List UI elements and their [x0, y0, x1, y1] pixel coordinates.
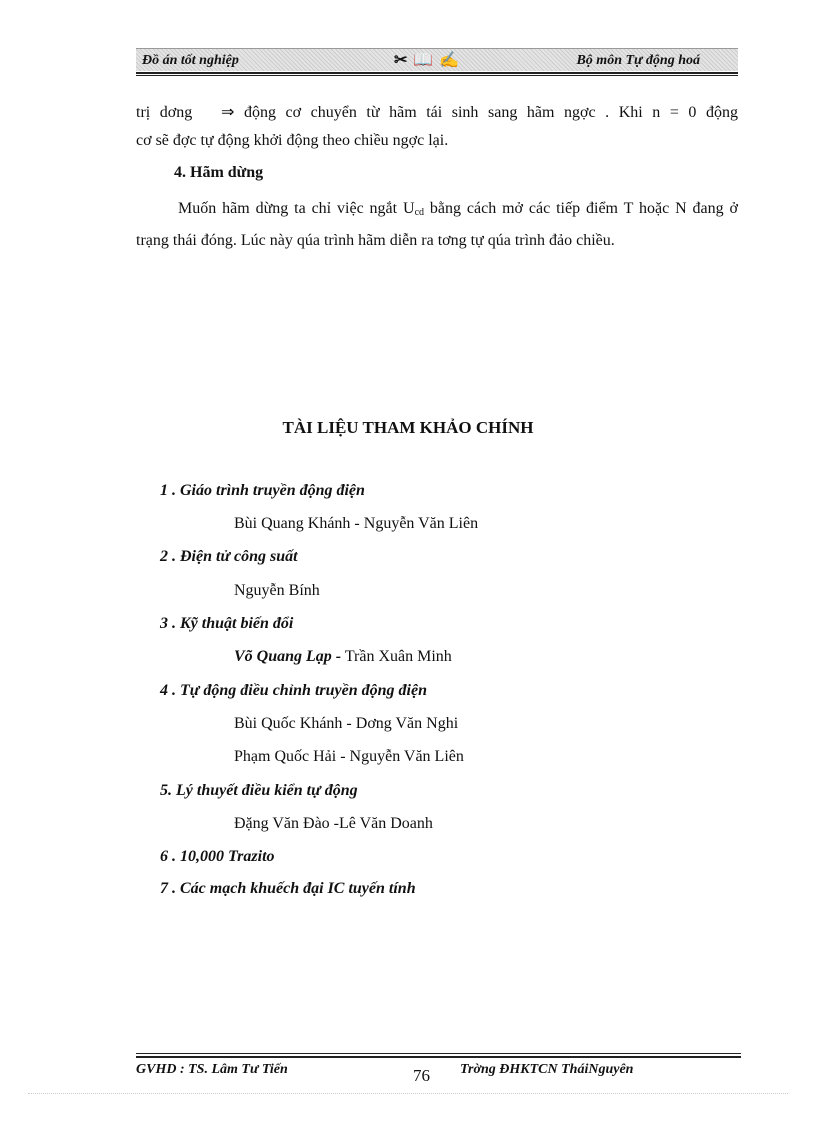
- header-left-text: Đồ án tốt nghiệp: [142, 53, 239, 68]
- footer-left-text: GVHD : TS. Lâm Tư Tiến: [136, 1062, 288, 1077]
- reference-3-author-rest: Trần Xuân Minh: [341, 648, 452, 665]
- reference-3-author-bold: Võ Quang Lạp -: [234, 648, 342, 665]
- reference-3-author: [234, 648, 452, 666]
- paragraph-2: [136, 195, 738, 255]
- footer-right-text: Trờng ĐHKTCN TháiNguyên: [460, 1062, 634, 1077]
- reference-2-title: 2 . Điện tử công suất: [160, 548, 298, 565]
- text-part: Muốn hãm dừng ta chỉ việc ngắt U: [178, 200, 415, 217]
- page-header: [136, 48, 738, 71]
- reference-4-author-2: Phạm Quốc Hải - Nguyễn Văn Liên: [234, 748, 464, 765]
- reference-4-author-1: Bùi Quốc Khánh - Dơng Văn Nghi: [234, 715, 459, 732]
- reference-1-title: 1 . Giáo trình truyền động điện: [160, 482, 365, 499]
- reference-5-title: 5. Lý thuyết điều kiển tự động: [160, 782, 358, 799]
- subscript: cd: [414, 207, 425, 218]
- reference-5-author: Đặng Văn Đào -Lê Văn Doanh: [234, 815, 433, 832]
- arrow-icon: ⇒: [220, 104, 235, 121]
- reference-7-title: 7 . Các mạch khuếch đại IC tuyến tính: [160, 880, 416, 897]
- bottom-dotted-divider: [28, 1093, 788, 1094]
- references-title: TÀI LIỆU THAM KHẢO CHÍNH: [282, 418, 534, 437]
- paragraph-1-line-2: cơ sẽ đợc tự động khởi động theo chiều ngợc lại.: [136, 132, 449, 149]
- paragraph-1-line-1: [136, 99, 738, 127]
- page-number: 76: [413, 1066, 430, 1085]
- header-ornament-icon: ✂ 📖 ✍: [394, 52, 461, 69]
- paragraph-1: [136, 99, 738, 155]
- reference-2-author: Nguyễn Bính: [234, 582, 320, 599]
- header-rule: [136, 72, 738, 74]
- text-part: bằng cách mở các tiếp điểm T hoặc N đang ở trạng thái đóng. Lúc này qúa trình hãm diễn ra tơng tự qúa trình đảo chiều.: [136, 200, 738, 249]
- section-heading: 4. Hãm dừng: [174, 164, 264, 181]
- header-right-text: Bộ môn Tự động hoá: [576, 53, 700, 68]
- header-rule-thin: [136, 75, 738, 76]
- reference-6-title: 6 . 10,000 Trazito: [160, 848, 275, 865]
- footer-rule-thin: [136, 1053, 741, 1054]
- text-part: trị dơng: [136, 104, 193, 121]
- text-part: động cơ chuyển từ hãm tái sinh sang hãm ngợc . Khi n = 0 động: [243, 104, 738, 121]
- reference-3-title: 3 . Kỹ thuật biến đổi: [160, 615, 294, 632]
- reference-4-title: 4 . Tự động điều chỉnh truyền động điện: [160, 682, 427, 699]
- reference-1-author: Bùi Quang Khánh - Nguyễn Văn Liên: [234, 515, 479, 532]
- footer-rule: [136, 1056, 741, 1058]
